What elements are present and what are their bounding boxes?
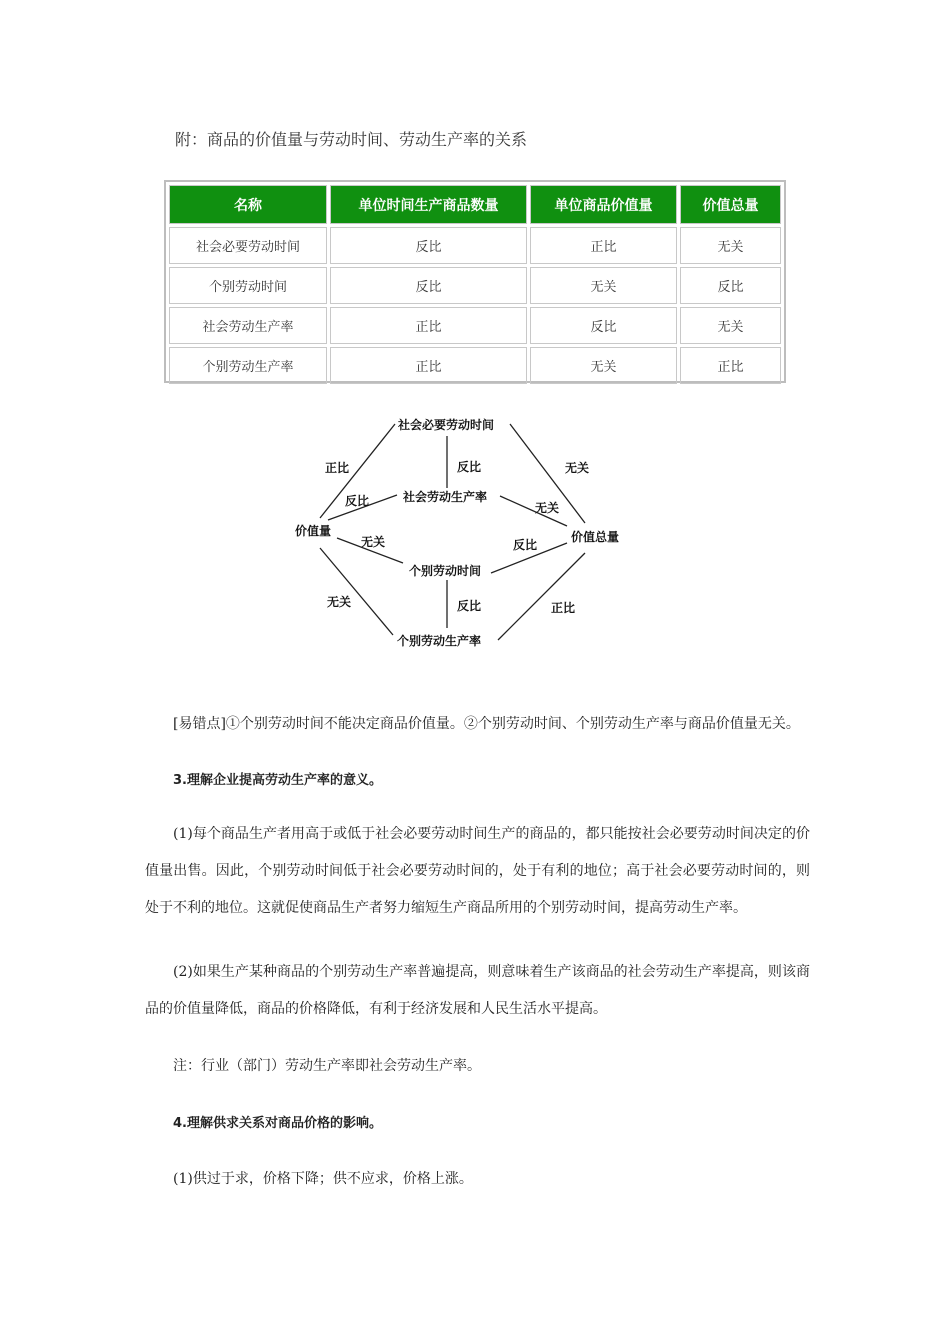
table-row — [169, 227, 781, 264]
table-header: 单位时间生产商品数量 — [330, 185, 527, 224]
node-shehui-rate: 社会劳动生产率 — [403, 490, 488, 504]
table-header: 单位商品价值量 — [530, 185, 677, 224]
edge-geren-rate-total — [498, 553, 585, 640]
diagram-edges — [320, 424, 585, 640]
relation-table — [164, 180, 786, 383]
table-cell: 社会必要劳动时间 — [169, 227, 327, 264]
edge-value-geren-rate — [320, 548, 393, 635]
edge-label: 正比 — [325, 461, 350, 475]
table-cell: 正比 — [330, 347, 527, 384]
table-cell: 正比 — [530, 227, 677, 264]
table-cell: 社会劳动生产率 — [169, 307, 327, 344]
table-cell: 个别劳动生产率 — [169, 347, 327, 384]
node-shehui-time: 社会必要劳动时间 — [398, 418, 495, 432]
edge-label: 正比 — [551, 601, 576, 615]
edge-label: 无关 — [327, 595, 352, 609]
table-cell: 反比 — [330, 267, 527, 304]
table-cell: 无关 — [680, 307, 781, 344]
edge-label: 无关 — [565, 461, 590, 475]
table-cell: 正比 — [680, 347, 781, 384]
table-row — [169, 347, 781, 384]
table-cell: 反比 — [330, 227, 527, 264]
section4-paragraph-1: (1)供过于求，价格下降；供不应求，价格上涨。 — [173, 1171, 473, 1187]
section3-paragraph-1: (1)每个商品生产者用高于或低于社会必要劳动时间生产的商品的，都只能按社会必要劳动时间决定的价值量出售。因此，个别劳动时间低于社会必要劳动时间的，处于有利的地位；高于社会必要劳动时间的，则处于不利的地位。这就促使商品生产者努力缩短生产商品所用的个别劳动时间，提高劳动生产率。 — [145, 826, 810, 916]
edge-label: 无关 — [361, 535, 386, 549]
section4-title: 4.理解供求关系对商品价格的影响。 — [173, 1116, 382, 1131]
table-cell: 无关 — [530, 347, 677, 384]
table-header: 名称 — [169, 185, 327, 224]
table-cell: 反比 — [680, 267, 781, 304]
note-line: 注：行业（部门）劳动生产率即社会劳动生产率。 — [173, 1058, 481, 1074]
node-value: 价值量 — [295, 524, 332, 538]
easy-error-note: [易错点]①个别劳动时间不能决定商品价值量。②个别劳动时间、个别劳动生产率与商品价值量无关。 — [173, 716, 800, 732]
table-row — [169, 267, 781, 304]
node-geren-rate: 个别劳动生产率 — [397, 634, 482, 648]
table-header-row — [169, 185, 781, 224]
node-total: 价值总量 — [571, 530, 620, 544]
section3-title: 3.理解企业提高劳动生产率的意义。 — [173, 773, 382, 788]
table-cell: 无关 — [530, 267, 677, 304]
edge-label: 反比 — [457, 460, 482, 474]
page-heading: 附：商品的价值量与劳动时间、劳动生产率的关系 — [175, 130, 528, 149]
section3-paragraph-2: (2)如果生产某种商品的个别劳动生产率普遍提高，则意味着生产该商品的社会劳动生产率提高，则该商品的价值量降低，商品的价格降低，有利于经济发展和人民生活水平提高。 — [145, 964, 810, 1017]
table-cell: 无关 — [680, 227, 781, 264]
node-geren-time: 个别劳动时间 — [409, 564, 482, 578]
relation-diagram — [285, 408, 630, 653]
table-cell: 个别劳动时间 — [169, 267, 327, 304]
edge-label: 反比 — [457, 599, 482, 613]
table-row — [169, 307, 781, 344]
table-cell: 反比 — [530, 307, 677, 344]
table-cell: 正比 — [330, 307, 527, 344]
table-header: 价值总量 — [680, 185, 781, 224]
edge-label: 无关 — [535, 501, 560, 515]
edge-label: 反比 — [345, 494, 370, 508]
edge-label: 反比 — [513, 538, 538, 552]
